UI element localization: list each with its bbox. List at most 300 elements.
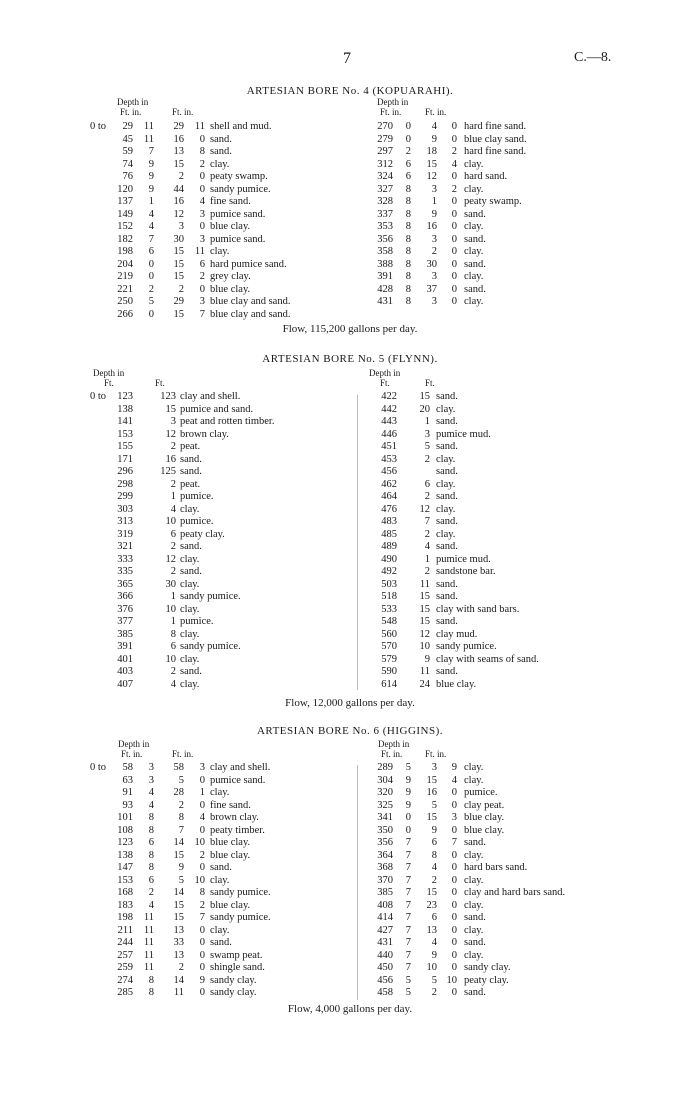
- stratum: clay.: [464, 849, 484, 861]
- depth-in: 8: [148, 849, 154, 861]
- table-row: [0, 466, 355, 479]
- thickness-ft: 10: [419, 641, 430, 652]
- thickness-in: 4: [199, 812, 205, 823]
- bore-4-flow: Flow, 115,200 gallons per day.: [282, 323, 418, 335]
- thickness-in: 3: [451, 812, 457, 823]
- stratum: sand.: [210, 133, 232, 145]
- table-row: [360, 762, 700, 775]
- thickness-ft: 6: [431, 837, 437, 848]
- stratum: hard bars sand.: [464, 862, 528, 873]
- stratum: sandy pumice.: [436, 641, 497, 652]
- thickness-in: 11: [194, 246, 205, 257]
- stratum: sand.: [436, 666, 458, 677]
- stratum: clay.: [436, 453, 456, 465]
- table-row: [0, 221, 360, 234]
- thickness-ft: 29: [173, 121, 184, 132]
- thickness-in: 6: [199, 258, 205, 270]
- table-row: [360, 800, 700, 813]
- stratum: blue clay sand.: [464, 133, 527, 145]
- depth-ft: 138: [117, 849, 133, 861]
- table-row: [360, 987, 700, 1000]
- thickness-ft: 12: [419, 503, 430, 515]
- thickness-ft: 2: [170, 441, 176, 452]
- table-row: [0, 454, 355, 467]
- stratum: peaty swamp.: [464, 196, 522, 207]
- thickness-in: 4: [451, 774, 457, 786]
- thickness-in: 0: [199, 283, 205, 295]
- stratum: clay.: [180, 653, 200, 665]
- depth-ft: 93: [122, 799, 133, 811]
- thickness-in: 2: [199, 271, 205, 282]
- depth-ft: 244: [117, 937, 133, 948]
- depth-in: 8: [148, 862, 154, 873]
- thickness-ft: 11: [419, 578, 430, 590]
- table-row: [0, 591, 355, 604]
- thickness-in: 2: [451, 183, 457, 195]
- thickness-ft: 16: [165, 453, 176, 465]
- table-row: [360, 541, 700, 554]
- thickness-ft: 2: [170, 541, 176, 552]
- depth-ft: 356: [377, 837, 393, 848]
- stratum: blue clay and sand.: [210, 308, 291, 320]
- depth-in: 8: [148, 824, 154, 836]
- thickness-ft: 20: [419, 403, 430, 415]
- stratum: pumice sand.: [210, 208, 266, 220]
- thickness-ft: 23: [426, 899, 437, 911]
- table-row: [360, 221, 700, 234]
- thickness-ft: 13: [426, 924, 437, 936]
- thickness-ft: 2: [178, 799, 184, 811]
- depth-ft: 250: [117, 296, 133, 307]
- table-row: [360, 591, 700, 604]
- depth-in: 2: [405, 146, 411, 157]
- thickness-in: 9: [451, 762, 457, 773]
- bore-5-column-divider: [357, 395, 358, 690]
- depth-ft: 285: [117, 987, 133, 998]
- depth-ft: 570: [381, 641, 397, 652]
- depth-ft: 91: [122, 787, 133, 798]
- thickness-ft: 33: [173, 937, 184, 948]
- depth-in: 7: [405, 862, 411, 873]
- table-row: [0, 950, 355, 963]
- table-row: [360, 404, 700, 417]
- thickness-ft: 15: [426, 812, 437, 823]
- depth-ft: 353: [377, 221, 393, 232]
- depth-ft: 279: [377, 133, 393, 145]
- depth-in: 7: [405, 924, 411, 936]
- depth-in: 11: [143, 133, 154, 145]
- stratum: clay.: [464, 296, 484, 307]
- stratum: clay.: [464, 158, 484, 170]
- depth-ft: 385: [117, 628, 133, 640]
- thickness-in: 0: [199, 171, 205, 182]
- depth-in: 6: [148, 246, 154, 257]
- table-row: [0, 404, 355, 417]
- stratum: fine sand.: [210, 799, 251, 811]
- stratum: clay.: [210, 246, 230, 257]
- depth-ft: 312: [377, 158, 393, 170]
- depth-ft: 120: [117, 183, 133, 195]
- thickness-ft: 5: [178, 874, 184, 886]
- depth-ft: 464: [381, 491, 397, 502]
- depth-ft: 76: [122, 171, 133, 182]
- thickness-ft: 2: [424, 566, 430, 577]
- depth-ft: 408: [377, 899, 393, 911]
- table-row: [0, 184, 360, 197]
- table-row: [0, 541, 355, 554]
- depth-in: 7: [405, 899, 411, 911]
- thickness-ft: 2: [431, 246, 437, 257]
- depth-in: 7: [405, 962, 411, 973]
- thickness-in: 2: [199, 158, 205, 170]
- thickness-in: 0: [451, 196, 457, 207]
- thickness-ft: 4: [431, 937, 437, 948]
- table-row: [0, 234, 360, 247]
- bore-4-right-depth-units: Ft. in.: [380, 107, 402, 117]
- table-row: [360, 146, 700, 159]
- depth-ft: 450: [377, 962, 393, 973]
- stratum: sand.: [436, 391, 458, 402]
- depth-in: 0: [148, 258, 154, 270]
- depth-ft: 324: [377, 171, 393, 182]
- depth-ft: 45: [122, 133, 133, 145]
- thickness-in: 0: [199, 133, 205, 145]
- thickness-ft: 3: [424, 428, 430, 440]
- bore-6-flow: Flow, 4,000 gallons per day.: [287, 1003, 413, 1015]
- thickness-in: 0: [451, 133, 457, 145]
- stratum: clay.: [210, 787, 230, 798]
- table-row: [0, 134, 360, 147]
- bore-5-left-depth-units: Ft.: [104, 378, 114, 388]
- table-row: [360, 121, 700, 134]
- table-row: [360, 416, 700, 429]
- thickness-in: 0: [451, 258, 457, 270]
- stratum: blue clay.: [210, 849, 251, 861]
- thickness-in: 2: [199, 849, 205, 861]
- table-row: [0, 641, 355, 654]
- depth-in: 7: [405, 912, 411, 923]
- thickness-in: 0: [451, 208, 457, 220]
- thickness-in: 0: [451, 912, 457, 923]
- thickness-ft: 44: [173, 183, 184, 195]
- thickness-ft: 2: [178, 283, 184, 295]
- table-row: [0, 479, 355, 492]
- depth-ft: 221: [117, 283, 133, 295]
- thickness-in: 0: [451, 937, 457, 948]
- thickness-ft: 30: [426, 258, 437, 270]
- depth-ft: 458: [377, 987, 393, 998]
- table-row: [360, 887, 700, 900]
- thickness-in: 7: [199, 912, 205, 923]
- table-row: [0, 850, 355, 863]
- bore-5-right-thickness-units: Ft.: [425, 378, 435, 388]
- stratum: clay.: [180, 578, 200, 590]
- thickness-ft: 5: [431, 974, 437, 986]
- depth-in: 11: [143, 949, 154, 961]
- depth-ft: 489: [381, 541, 397, 552]
- table-row: [360, 529, 700, 542]
- stratum: sandy pumice.: [180, 591, 241, 602]
- stratum: clay.: [464, 874, 484, 886]
- thickness-ft: 15: [419, 591, 430, 602]
- depth-ft: 407: [117, 678, 133, 690]
- bore-4-title: ARTESIAN BORE No. 4 (KOPUARAHI).: [246, 85, 454, 97]
- stratum: blue clay and sand.: [210, 296, 291, 307]
- depth-in: 4: [148, 799, 154, 811]
- depth-in: 8: [405, 183, 411, 195]
- stratum: clay.: [464, 762, 484, 773]
- depth-ft: 123: [117, 391, 133, 402]
- stratum: hard pumice sand.: [210, 258, 287, 270]
- table-row: [360, 504, 700, 517]
- stratum: clay.: [464, 271, 484, 282]
- depth-ft: 376: [117, 603, 133, 615]
- table-row: [0, 121, 360, 134]
- depth-in: 5: [405, 974, 411, 986]
- depth-ft: 364: [377, 849, 393, 861]
- depth-in: 8: [148, 812, 154, 823]
- depth-ft: 453: [381, 453, 397, 465]
- bore-5-left-table: [0, 391, 355, 691]
- stratum: sand.: [464, 912, 486, 923]
- thickness-ft: 3: [170, 416, 176, 427]
- stratum: peaty clay.: [180, 528, 225, 540]
- depth-in: 8: [405, 196, 411, 207]
- table-row: [0, 787, 355, 800]
- table-row: [0, 616, 355, 629]
- table-row: [0, 604, 355, 617]
- table-row: [360, 787, 700, 800]
- depth-ft: 492: [381, 566, 397, 577]
- table-row: [360, 641, 700, 654]
- thickness-ft: 4: [170, 678, 176, 690]
- stratum: clay.: [210, 158, 230, 170]
- thickness-ft: 6: [424, 478, 430, 490]
- thickness-in: 0: [451, 887, 457, 898]
- depth-ft: 337: [377, 208, 393, 220]
- thickness-ft: 1: [424, 416, 430, 427]
- thickness-in: 0: [199, 183, 205, 195]
- stratum: sand.: [180, 566, 202, 577]
- thickness-ft: 12: [419, 628, 430, 640]
- stratum: sand.: [464, 208, 486, 220]
- stratum: clay.: [436, 528, 456, 540]
- depth-ft: 560: [381, 628, 397, 640]
- table-row: [0, 837, 355, 850]
- table-row: [360, 604, 700, 617]
- depth-ft: 366: [117, 591, 133, 602]
- table-row: [0, 962, 355, 975]
- table-row: [0, 296, 360, 309]
- table-row: [360, 850, 700, 863]
- thickness-in: 0: [199, 937, 205, 948]
- table-row: [360, 837, 700, 850]
- thickness-in: 0: [451, 824, 457, 836]
- table-row: [0, 912, 355, 925]
- depth-ft: 147: [117, 862, 133, 873]
- stratum: peat and rotten timber.: [180, 416, 275, 427]
- thickness-in: 7: [451, 837, 457, 848]
- table-row: [360, 284, 700, 297]
- depth-ft: 548: [381, 616, 397, 627]
- depth-in: 3: [148, 774, 154, 786]
- stratum: sand.: [436, 516, 458, 527]
- depth-in: 2: [148, 887, 154, 898]
- stratum: sandy pumice.: [210, 912, 271, 923]
- depth-ft: 403: [117, 666, 133, 677]
- bore-6-left-depth-units: Ft. in.: [121, 749, 143, 759]
- depth-in: 4: [148, 221, 154, 232]
- table-row: [0, 812, 355, 825]
- thickness-ft: 9: [431, 949, 437, 961]
- depth-ft: 483: [381, 516, 397, 527]
- thickness-ft: 9: [431, 824, 437, 836]
- depth-ft: 298: [117, 478, 133, 490]
- depth-in: 1: [148, 196, 154, 207]
- depth-ft: 335: [117, 566, 133, 577]
- thickness-ft: 13: [173, 146, 184, 157]
- thickness-in: 3: [199, 208, 205, 220]
- stratum: sand.: [436, 416, 458, 427]
- thickness-ft: 14: [173, 837, 184, 848]
- thickness-ft: 7: [424, 516, 430, 527]
- table-row: [0, 491, 355, 504]
- thickness-in: 0: [199, 924, 205, 936]
- stratum: brown clay.: [210, 812, 259, 823]
- bore-6-right-depth-header: Depth in: [378, 739, 410, 749]
- depth-in: 4: [148, 787, 154, 798]
- stratum: sand.: [436, 591, 458, 602]
- thickness-ft: 1: [170, 491, 176, 502]
- bore-6-left-table: [0, 762, 355, 1000]
- stratum: sandy clay.: [464, 962, 511, 973]
- thickness-in: 11: [194, 121, 205, 132]
- thickness-in: 8: [199, 146, 205, 157]
- stratum: clay and shell.: [180, 391, 241, 402]
- stratum: clay.: [464, 774, 484, 786]
- table-row: [360, 209, 700, 222]
- thickness-ft: 1: [170, 591, 176, 602]
- thickness-ft: 15: [426, 887, 437, 898]
- stratum: blue clay.: [210, 221, 251, 232]
- thickness-ft: 15: [426, 158, 437, 170]
- depth-ft: 377: [117, 616, 133, 627]
- depth-in: 0: [405, 824, 411, 836]
- bore-4-left-depth-header: Depth in: [117, 97, 149, 107]
- depth-in: 7: [405, 874, 411, 886]
- stratum: shingle sand.: [210, 962, 265, 973]
- stratum: peat.: [180, 478, 201, 490]
- thickness-ft: 8: [178, 812, 184, 823]
- thickness-in: 0: [451, 121, 457, 132]
- thickness-ft: 15: [419, 603, 430, 615]
- depth-in: 7: [405, 849, 411, 861]
- thickness-ft: 5: [431, 799, 437, 811]
- thickness-ft: 12: [165, 428, 176, 440]
- table-row: [0, 887, 355, 900]
- table-row: [360, 429, 700, 442]
- depth-in: 9: [148, 183, 154, 195]
- table-row: [0, 271, 360, 284]
- depth-ft: 183: [117, 899, 133, 911]
- stratum: sandy clay.: [210, 987, 257, 998]
- table-row: [360, 825, 700, 838]
- thickness-in: 0: [199, 987, 205, 998]
- depth-in: 11: [143, 912, 154, 923]
- thickness-ft: 9: [431, 133, 437, 145]
- depth-in: 8: [405, 283, 411, 295]
- thickness-ft: 1: [170, 616, 176, 627]
- thickness-ft: 10: [426, 962, 437, 973]
- thickness-ft: 12: [165, 553, 176, 565]
- thickness-ft: 15: [419, 616, 430, 627]
- thickness-ft: 11: [419, 666, 430, 677]
- page-number: 7: [343, 50, 351, 67]
- thickness-ft: 1: [431, 196, 437, 207]
- depth-in: 0: [148, 308, 154, 320]
- thickness-ft: 15: [173, 246, 184, 257]
- depth-ft: 446: [381, 428, 397, 440]
- stratum: pumice sand.: [210, 774, 266, 786]
- table-row: [0, 862, 355, 875]
- table-row: [360, 962, 700, 975]
- thickness-in: 7: [199, 308, 205, 320]
- thickness-in: 0: [451, 949, 457, 961]
- thickness-in: 0: [451, 296, 457, 307]
- depth-ft: 304: [377, 774, 393, 786]
- depth-ft: 123: [117, 837, 133, 848]
- table-row: [360, 184, 700, 197]
- stratum: pumice.: [180, 516, 214, 527]
- thickness-in: 0: [199, 824, 205, 836]
- thickness-ft: 58: [173, 762, 184, 773]
- thickness-ft: 15: [165, 403, 176, 415]
- depth-in: 7: [405, 837, 411, 848]
- depth-ft: 358: [377, 246, 393, 257]
- depth-in: 8: [148, 987, 154, 998]
- depth-ft: 440: [377, 949, 393, 961]
- stratum: clay.: [464, 924, 484, 936]
- stratum: clay.: [464, 899, 484, 911]
- depth-ft: 391: [377, 271, 393, 282]
- depth-in: 11: [143, 121, 154, 132]
- stratum: pumice mud.: [436, 428, 491, 440]
- stratum: peaty swamp.: [210, 171, 268, 182]
- table-row: [360, 159, 700, 172]
- thickness-ft: 9: [431, 208, 437, 220]
- table-row: [360, 775, 700, 788]
- table-row: [360, 134, 700, 147]
- stratum: sand.: [436, 541, 458, 552]
- stratum: sandy pumice.: [210, 183, 271, 195]
- depth-in: 11: [143, 937, 154, 948]
- bore-6-right-table: [360, 762, 700, 1000]
- thickness-ft: 6: [170, 528, 176, 540]
- depth-ft: 442: [381, 403, 397, 415]
- table-row: [360, 566, 700, 579]
- thickness-ft: 2: [424, 528, 430, 540]
- depth-in: 7: [405, 949, 411, 961]
- depth-in: 7: [148, 146, 154, 157]
- thickness-ft: 3: [431, 233, 437, 245]
- stratum: clay with sand bars.: [436, 603, 520, 615]
- depth-ft: 59: [122, 146, 133, 157]
- thickness-ft: 13: [173, 924, 184, 936]
- thickness-ft: 8: [431, 849, 437, 861]
- thickness-in: 2: [199, 899, 205, 911]
- depth-in: 9: [405, 799, 411, 811]
- thickness-ft: 10: [165, 516, 176, 527]
